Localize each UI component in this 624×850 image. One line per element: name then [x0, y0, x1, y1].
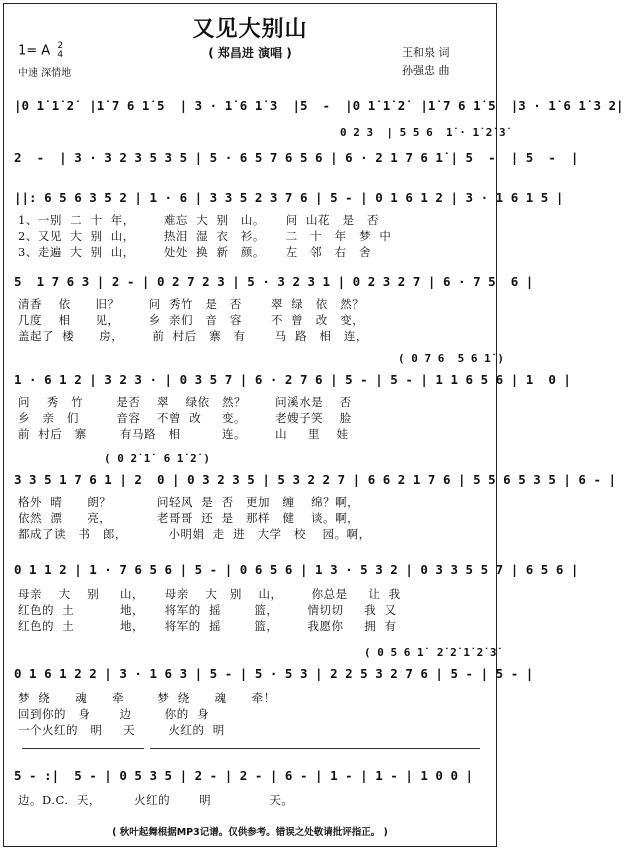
key-label: 1= A — [18, 43, 51, 59]
lyric-verse-2-f: 回到你的 身 边 你的 身 — [18, 707, 210, 721]
lyric-verse-3-a: 3、走遍 大 别 山， 处处 换 新 颜。 左 邻 右 舍 — [18, 245, 372, 259]
lyric-verse-1-e: 母亲 大 别 山， 母亲 大 别 山， 你总是 让 我 — [18, 587, 401, 601]
lyric-verse-3-c: 前 村后 寨 有马路 相 连。 山 里 娃 — [18, 427, 349, 441]
lyric-verse-2-c: 乡 亲 们 音容 不曾 改 变。 老嫂子笑 脸 — [18, 411, 352, 425]
lyric-verse-1-f: 梦 绕 魂 牵 梦 绕 魂 牵！ — [18, 691, 276, 705]
notation-line-5: 1 · 6 1 2 | 3 2 3 · | 0 3 5 7 | 6 · 2 7 6 | 5 - | 5 - | 1 1 6 5 6 | 1 0 | — [14, 372, 571, 387]
notation-line-1: |0 1̇ 1̇ 2̇ |1̇ 7 6 1̇ 5 | 3 · 1̇ 6 1̇ 3 |5 - |0 1̇ 1̇ 2̇ |1̇ 7 6 1̇ 5 |3 · 1̇ 6 1̇ 3 2| — [14, 98, 624, 113]
notation-line-3: ||: 6 5 6 3 5 2 | 1 · 6 | 3 3 5 2 3 7 6 | 5 - | 0 1 6 1 2 | 3 · 1 6 1 5 | — [14, 190, 564, 205]
bracket-phrase-1: 0 2 3 | 5 5 6 1̇ · 1̇ 2̇ 3̇ — [340, 126, 506, 139]
lyric-verse-3-f: 一个火红的 明 天 火红的 明 — [18, 723, 225, 737]
lyric-verse-3-e: 红色的 土 地， 将军的 摇 篮， 我愿你 拥 有 — [18, 619, 397, 633]
notation-line-7: 0 1 1 2 | 1 · 7 6 5 6 | 5 - | 0 6 5 6 | 1 3 · 5 3 2 | 0 3 3 5 5 7 | 6 5 6 | — [14, 562, 579, 577]
notation-line-4: 5 1 7 6 3 | 2 - | 0 2 7 2 3 | 5 · 3 2 3 1 | 0 2 3 2 7 | 6 · 7 5 6 | — [14, 274, 534, 289]
lyric-verse-2-e: 红色的 土 地， 将军的 摇 篮， 情切切 我 又 — [18, 603, 397, 617]
time-denominator: 4 — [57, 50, 64, 60]
key-signature — [18, 42, 63, 60]
transcription-footnote: ( 秋叶起舞根据MP3记谱。仅供参考。错误之处敬请批评指正。 ) — [112, 827, 388, 838]
lyric-verse-1-c: 问 秀 竹 是否 翠 绿依 然？ 问溪水是 否 — [18, 395, 352, 409]
notation-line-6: 3 3 5 1 7 6 1 | 2 0 | 0 3 2 3 5 | 5 3 2 2 7 | 6 6 2 1 7 6 | 5 5 6 5 3 5 | 6 - | — [14, 472, 617, 487]
notation-line-2: 2 - | 3 · 3 2 3 5 3 5 | 5 · 6 5 7 6 5 6 | 6 · 2 1 7 6 1̇ | 5 - | 5 - | — [14, 150, 579, 165]
lyric-ending: 边。D.C. 天， 火红的 明 天。 — [18, 793, 294, 807]
lyric-verse-1-b: 清香 依 旧？ 问 秀竹 是 否 翠 绿 依 然？ — [18, 297, 365, 311]
lyric-verse-2-b: 几度 相 见， 乡 亲们 音 容 不 曾 改 变， — [18, 313, 365, 327]
tempo-marking: 中速 深情地 — [18, 68, 72, 79]
composer-credit: 孙强忠 曲 — [402, 64, 450, 77]
lyric-verse-1-a: 1、一别 二 十 年， 难忘 大 别 山。 问 山花 是 否 — [18, 213, 379, 227]
volta-bracket-2 — [22, 748, 144, 749]
lyric-verse-2-a: 2、又见 大 别 山， 热泪 湿 衣 衫。 二 十 年 梦 中 — [18, 229, 392, 243]
time-signature — [57, 42, 63, 60]
bracket-phrase-3: ( 0 2̇ 1̇ 6 1̇ 2̇ ) — [104, 452, 210, 465]
bracket-phrase-2: ( 0 7 6 5 6 1̇ ) — [398, 352, 504, 365]
bracket-phrase-4: ( 0 5 6 1̇ 2̇ 2̇ 1̇ 2̇ 3̇ — [364, 646, 497, 659]
lyric-verse-1-d: 格外 晴 朗？ 问轻风 是 否 更加 缠 绵？啊， — [18, 495, 360, 509]
lyric-verse-3-d: 都成了读 书 郎， 小明娟 走 进 大学 校 园。啊， — [18, 527, 371, 541]
singer-credit: ( 郑昌进 演唱 ) — [208, 46, 292, 60]
lyric-verse-3-b: 盖起了 楼 房， 前 村后 寨 有 马 路 相 连， — [18, 329, 368, 343]
time-numerator: 2 — [57, 41, 64, 51]
song-title: 又见大别山 — [192, 17, 308, 42]
notation-line-9: 5 - :| 5 - | 0 5 3 5 | 2 - | 2 - | 6 - | 1 - | 1 - | 1 0 0 | — [14, 768, 474, 783]
volta-bracket-3 — [150, 748, 480, 749]
lyricist-credit: 王和泉 词 — [402, 46, 450, 59]
notation-line-8: 0 1 6 1 2 2 | 3 · 1 6 3 | 5 - | 5 · 5 3 | 2 2 5 3 2 7 6 | 5 - | 5 - | — [14, 666, 534, 681]
lyric-verse-2-d: 依然 漂 亮， 老哥哥 还 是 那样 健 谈。啊， — [18, 511, 360, 525]
